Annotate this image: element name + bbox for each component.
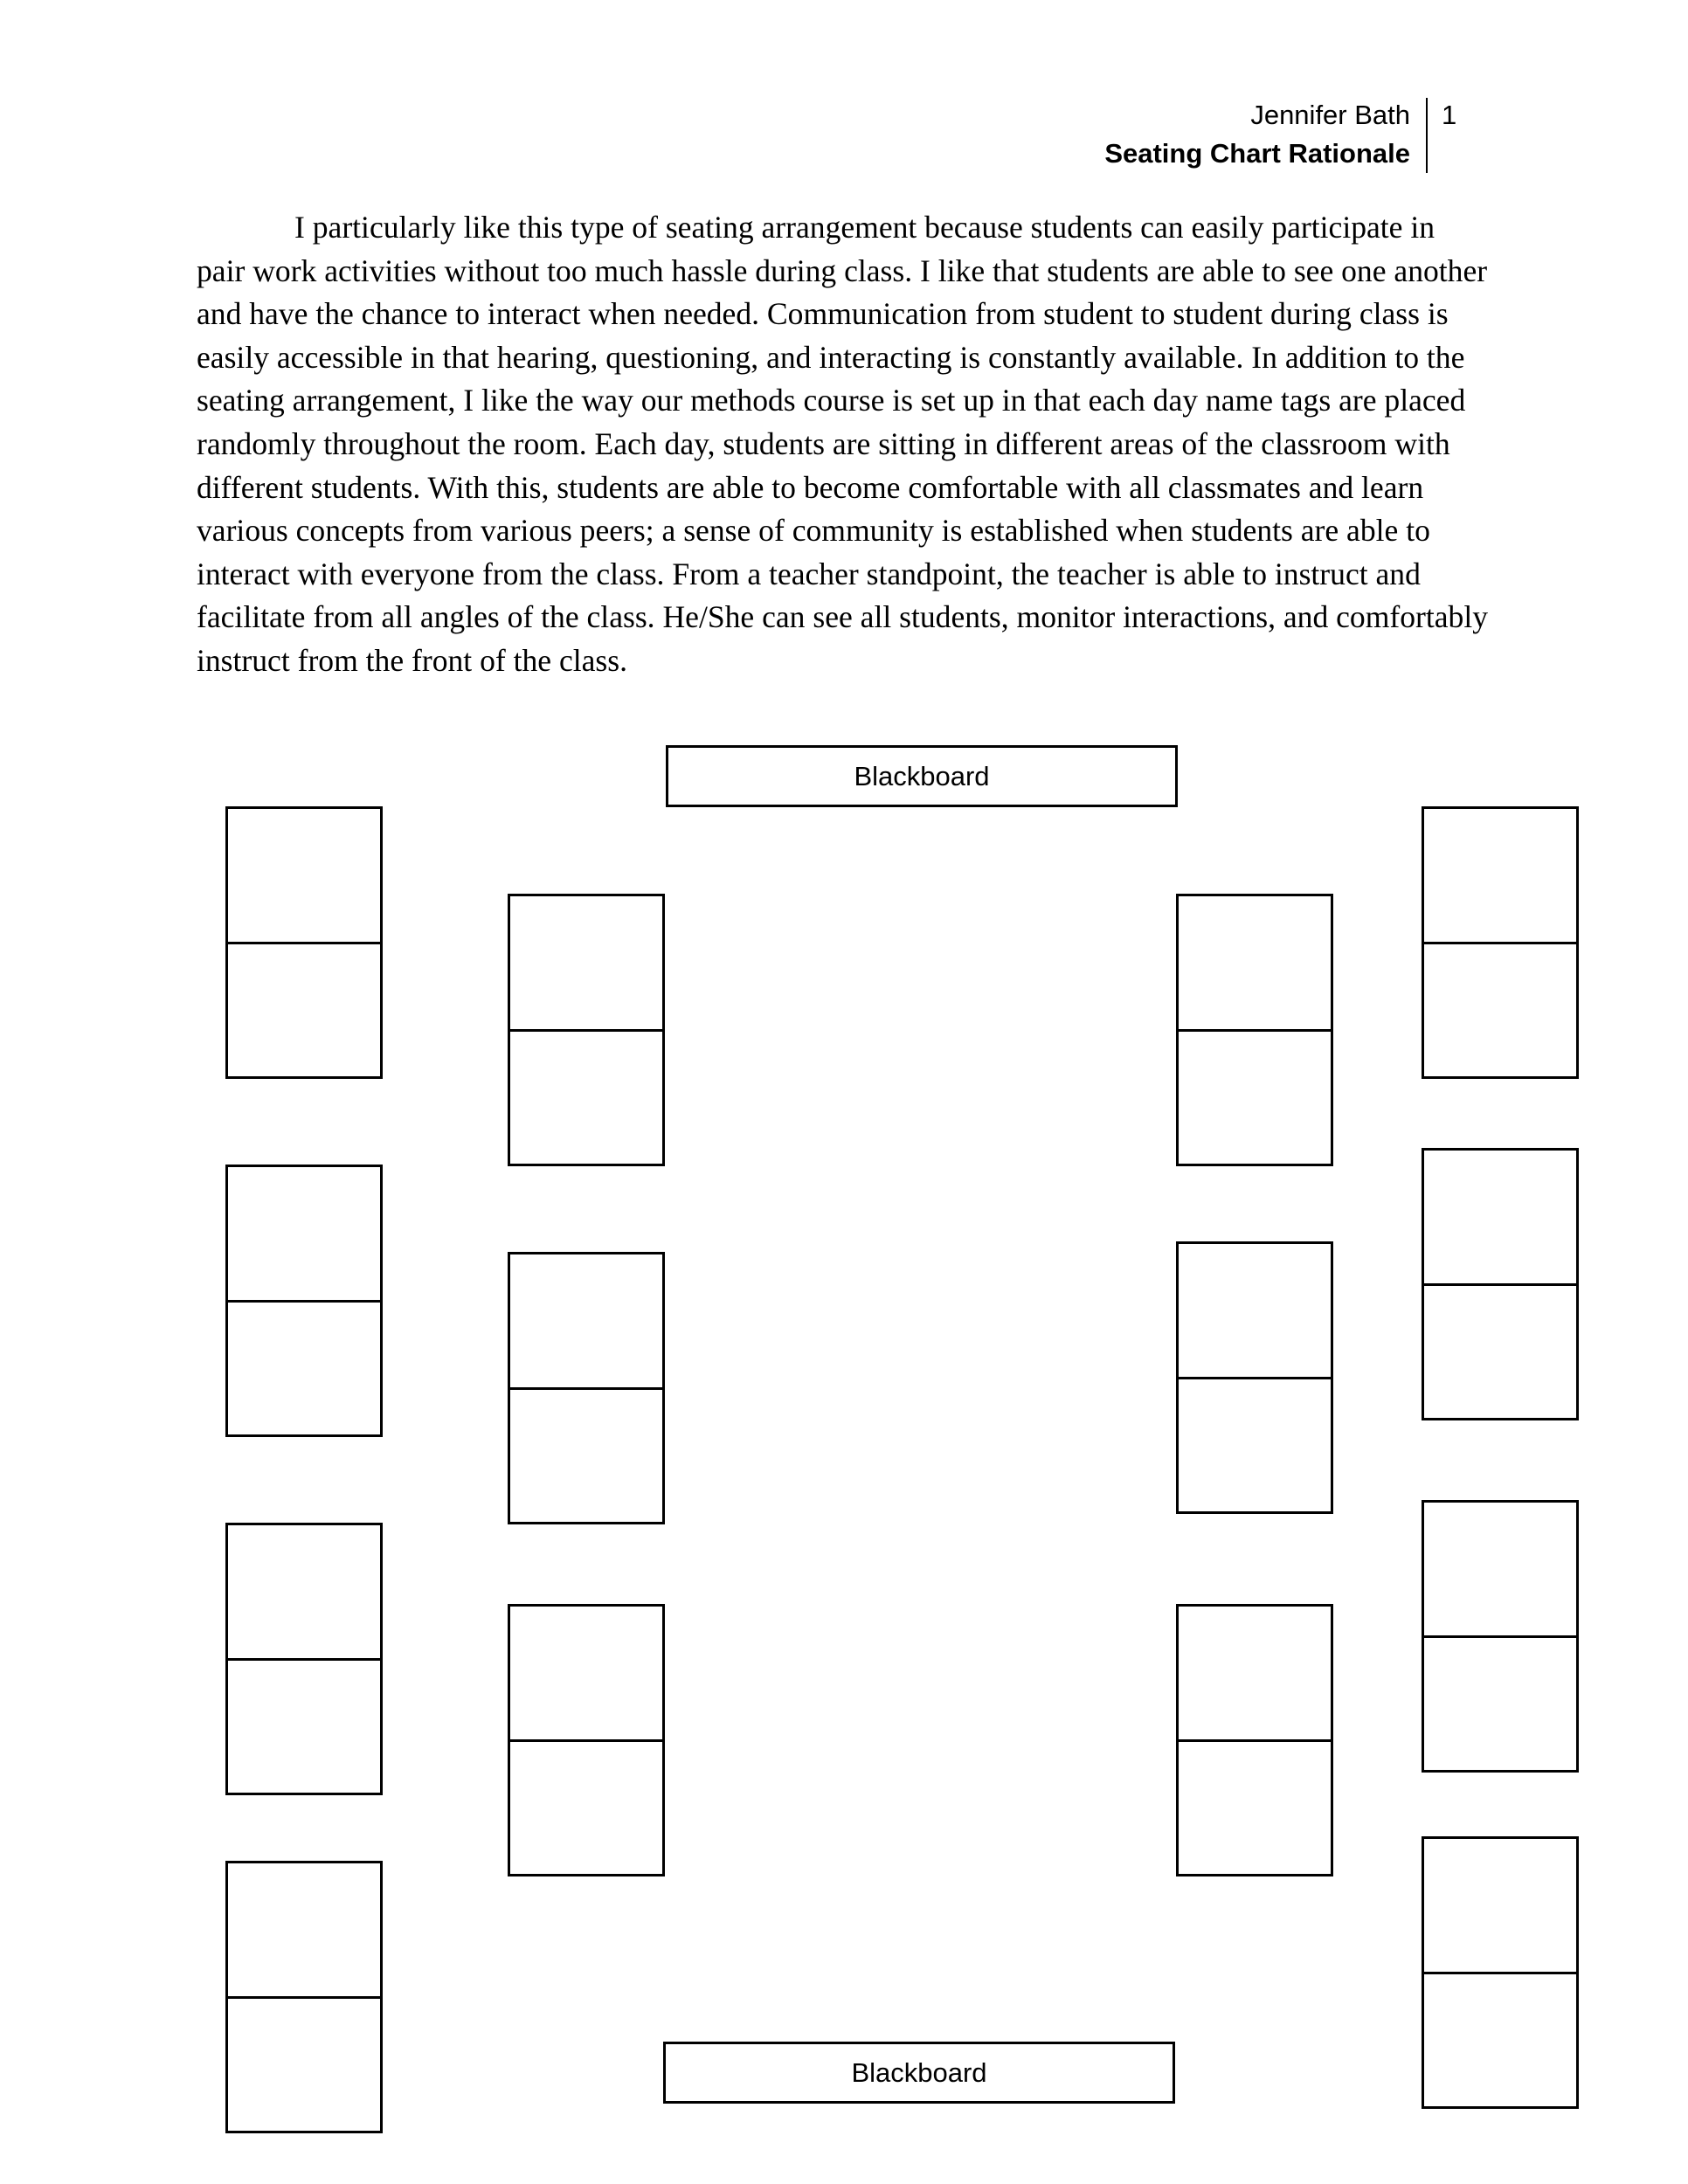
desk-pair (1422, 1836, 1579, 2109)
desk-pair (1176, 1604, 1333, 1876)
header-names (1104, 96, 1410, 173)
header-divider (1426, 98, 1428, 173)
desk-pair (1422, 1500, 1579, 1773)
header-author: Jennifer Bath (1250, 100, 1410, 130)
desk-pair (225, 806, 383, 1079)
page-header (961, 96, 1485, 175)
desk-pair (1422, 1148, 1579, 1420)
blackboard-bottom: Blackboard (663, 2042, 1175, 2104)
blackboard-top: Blackboard (666, 745, 1178, 807)
desk-pair (1176, 1241, 1333, 1514)
desk-pair (225, 1165, 383, 1437)
page-number: 1 (1442, 100, 1457, 130)
desk-pair (225, 1523, 383, 1795)
header-title: Seating Chart Rationale (1104, 138, 1410, 169)
desk-pair (1422, 806, 1579, 1079)
desk-pair (1176, 894, 1333, 1166)
desk-pair (508, 1252, 665, 1524)
desk-pair (508, 1604, 665, 1876)
desk-pair (225, 1861, 383, 2133)
desk-pair (508, 894, 665, 1166)
rationale-paragraph: I particularly like this type of seating arrangement because students can easily participate in pair work activities without too much hassle during class. I like that students are able to see one another and have the chance to interact when needed. Communication from student to student during class is easily accessible in that hearing, questioning, and interacting is constantly available. In addition to the seating arrangement, I like the way our methods course is set up in that each day name tags are placed randomly throughout the room. Each day, students are sitting in different areas of the classroom with different students. With this, students are able to become comfortable with all classmates and learn various concepts from various peers; a sense of community is established when students are able to interact with everyone from the class. From a teacher standpoint, the teacher is able to instruct and facilitate from all angles of the class. He/She can see all students, monitor interactions, and comfortably instruct from the front of the class. (197, 210, 1489, 678)
